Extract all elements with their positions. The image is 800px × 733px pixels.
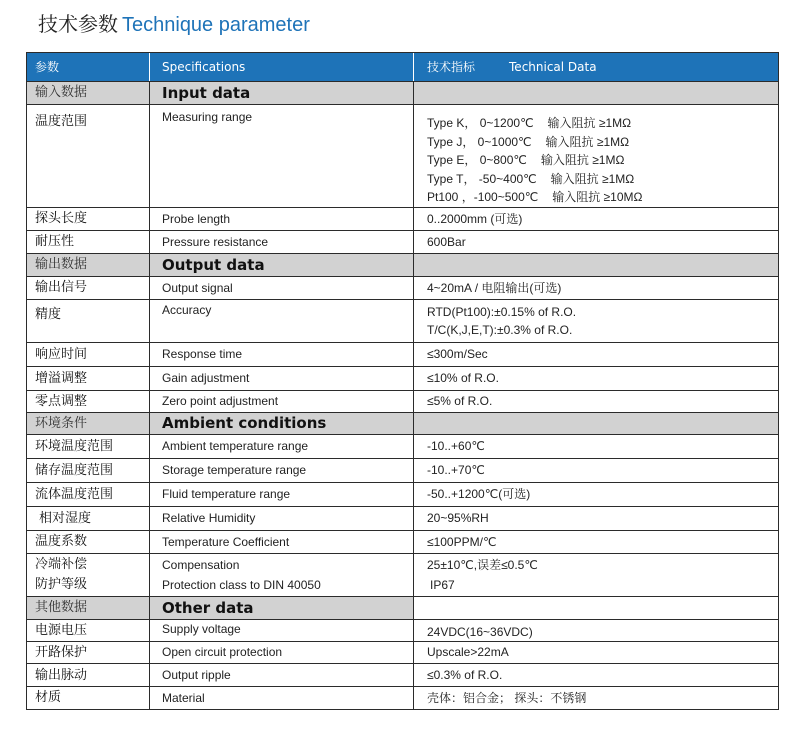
- table-row-zero-point: [27, 391, 778, 413]
- range-type-k: Type K， 0~1200℃ 输入阻抗 ≥1MΩ: [427, 116, 632, 130]
- page-title: [38, 8, 310, 40]
- row-label-en: Gain adjustment: [162, 371, 250, 385]
- row-label-cn: 温度系数: [35, 534, 88, 549]
- section-label-en: Other data: [162, 599, 254, 617]
- table-row-measuring-range: [27, 105, 778, 208]
- table-row-response-time: [27, 343, 778, 367]
- header-param: 参数: [35, 60, 60, 74]
- row-label-en: Relative Humidity: [162, 511, 256, 525]
- range-type-j: Type J， 0~1000℃ 输入阻抗 ≥1MΩ: [427, 134, 630, 149]
- section-label-en: Input data: [162, 84, 251, 102]
- table-row-output-signal: [27, 277, 778, 300]
- compensation-value: 25±10℃,误差≤0.5℃: [427, 558, 538, 572]
- title-cn: 技术参数: [38, 12, 118, 36]
- row-label-cn: 探头长度: [35, 211, 88, 226]
- row-label-cn: 相对湿度: [39, 511, 92, 526]
- table-row-ambient-temp: [27, 435, 778, 459]
- range-type-t: Type T， -50~400℃ 输入阻抗 ≥1MΩ: [427, 171, 635, 186]
- table-row-gain: [27, 367, 778, 391]
- table-row-compensation-protection: [27, 554, 778, 597]
- table-row-accuracy: [27, 300, 778, 343]
- row-label-cn: 耐压性: [35, 234, 75, 249]
- section-output: [27, 254, 778, 277]
- table-row-fluid-temp: [27, 483, 778, 507]
- header-tech-cn: 技术指标: [427, 60, 476, 74]
- header-tech-en: Technical Data: [509, 60, 597, 74]
- table-row-pressure: [27, 231, 778, 254]
- row-value: 0..2000mm (可选): [427, 212, 523, 226]
- header-spec: Specifications: [162, 60, 246, 74]
- row-label-en: Probe length: [162, 212, 231, 226]
- row-value: -10..+60℃: [427, 439, 485, 453]
- row-label-en: Measuring range: [162, 110, 253, 124]
- row-label-en: Compensation: [162, 558, 240, 572]
- table-row-ripple: [27, 664, 778, 687]
- row-value: 4~20mA / 电阻输出(可选): [427, 281, 562, 295]
- row-label-cn: 输出脉动: [35, 668, 88, 683]
- row-label-en: Response time: [162, 347, 243, 361]
- row-label-cn: 材质: [35, 690, 62, 705]
- section-label-cn: 环境条件: [35, 416, 88, 431]
- row-value: -50..+1200℃(可选): [427, 487, 531, 501]
- section-label-en: Output data: [162, 256, 265, 274]
- row-value: 600Bar: [427, 235, 466, 249]
- row-label-en: Supply voltage: [162, 622, 241, 636]
- section-other: [27, 597, 778, 620]
- section-label-en: Ambient conditions: [162, 414, 327, 432]
- accuracy-rtd: RTD(Pt100):±0.15% of R.O.: [427, 305, 577, 319]
- row-value: 20~95%RH: [427, 511, 489, 525]
- row-label-cn: 零点调整: [35, 394, 88, 409]
- section-label-cn: 其他数据: [35, 600, 88, 615]
- table-row-humidity: [27, 507, 778, 531]
- row-label-en: Material: [162, 691, 205, 705]
- table-row-storage-temp: [27, 459, 778, 483]
- row-label-cn: 储存温度范围: [35, 463, 114, 478]
- section-ambient: [27, 413, 778, 435]
- row-label-en: Ambient temperature range: [162, 439, 309, 453]
- row-label-en: Accuracy: [162, 303, 212, 317]
- row-label-en: Temperature Coefficient: [162, 535, 290, 549]
- row-label-cn: 输出信号: [35, 280, 88, 295]
- range-type-e: Type E， 0~800℃ 输入阻抗 ≥1MΩ: [427, 153, 625, 167]
- row-label-cn: 环境温度范围: [35, 439, 114, 454]
- row-value: ≤100PPM/℃: [427, 535, 497, 549]
- table-row-probe-length: [27, 208, 778, 231]
- row-value: ≤10% of R.O.: [427, 371, 499, 385]
- accuracy-tc: T/C(K,J,E,T):±0.3% of R.O.: [427, 323, 573, 337]
- table-row-open-circuit: [27, 642, 778, 664]
- table-row-temp-coefficient: [27, 531, 778, 554]
- row-label-cn: 电源电压: [35, 623, 88, 638]
- row-label-cn: 精度: [35, 307, 62, 322]
- section-label-cn: 输出数据: [35, 257, 88, 272]
- table-row-material: [27, 687, 778, 709]
- section-input: [27, 82, 778, 105]
- row-label-en: Protection class to DIN 40050: [162, 578, 321, 592]
- row-label-en: Pressure resistance: [162, 235, 269, 249]
- title-en: Technique parameter: [122, 14, 310, 36]
- parameter-table: [26, 52, 779, 710]
- row-label-en: Zero point adjustment: [162, 394, 279, 408]
- row-label-en: Storage temperature range: [162, 463, 307, 477]
- row-label-en: Output ripple: [162, 668, 231, 682]
- row-label-cn: 冷端补偿: [35, 557, 88, 572]
- row-label-cn: 增溢调整: [35, 371, 88, 386]
- row-value: ≤0.3% of R.O.: [427, 668, 503, 682]
- row-label-en: Open circuit protection: [162, 645, 283, 659]
- range-pt100: Pt100 ，-100~500℃ 输入阻抗 ≥10MΩ: [427, 190, 643, 204]
- table-row-supply: [27, 620, 778, 642]
- row-label-cn: 响应时间: [35, 347, 88, 362]
- row-label-cn: 温度范围: [35, 114, 88, 129]
- row-value: -10..+70℃: [427, 463, 485, 477]
- row-value: Upscale>22mA: [427, 645, 509, 659]
- row-label-en: Output signal: [162, 281, 233, 295]
- row-label-en: Fluid temperature range: [162, 487, 291, 501]
- row-value: 壳体：铝合金； 探头：不锈钢: [427, 691, 587, 705]
- table-header: [27, 53, 778, 82]
- row-label-cn: 流体温度范围: [35, 487, 114, 502]
- section-label-cn: 输入数据: [35, 85, 88, 100]
- row-label-cn: 开路保护: [35, 645, 88, 660]
- row-label-cn: 防护等级: [35, 577, 88, 592]
- row-value: ≤5% of R.O.: [427, 394, 493, 408]
- row-value: ≤300m/Sec: [427, 347, 488, 361]
- row-value: 24VDC(16~36VDC): [427, 625, 533, 639]
- protection-value: IP67: [430, 578, 455, 592]
